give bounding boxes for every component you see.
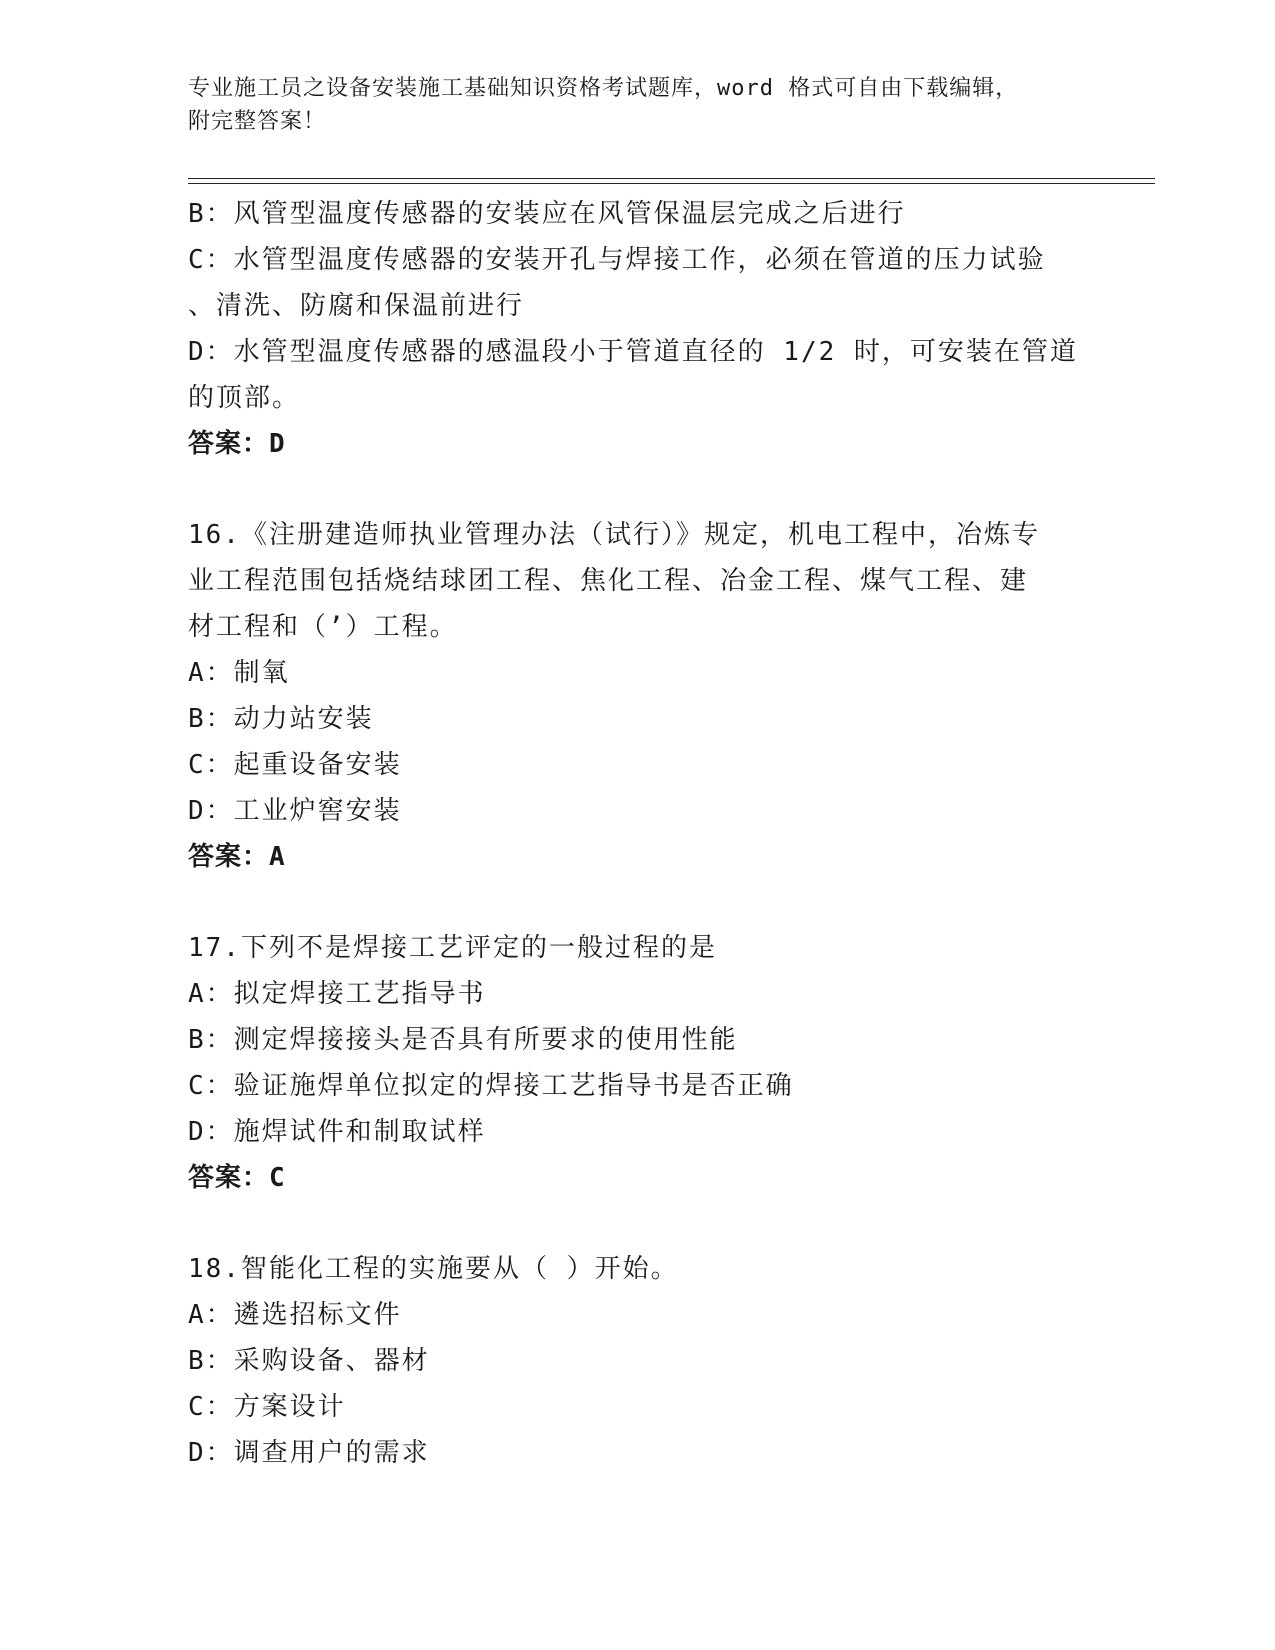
option-a: A：制氧 [188, 658, 290, 688]
option-c: C：起重设备安装 [188, 750, 402, 780]
option-d: D：施焊试件和制取试样 [188, 1117, 486, 1147]
option-a: A：遴选招标文件 [188, 1300, 402, 1330]
spacer [188, 1201, 1088, 1246]
spacer [188, 880, 1088, 925]
option-b: B：动力站安装 [188, 704, 374, 734]
option-b: B：测定焊接接头是否具有所要求的使用性能 [188, 1025, 738, 1055]
header-line-2: 附完整答案！ [188, 109, 327, 134]
question-18 [188, 1246, 1088, 1476]
option-b: B：风管型温度传感器的安装应在风管保温层完成之后进行 [188, 199, 906, 229]
question-stem-line-2: 业工程范围包括烧结球团工程、焦化工程、冶金工程、煤气工程、建 [188, 566, 1029, 596]
answer-line: 答案：A [188, 842, 286, 872]
question-content [188, 191, 1088, 1476]
question-15-tail [188, 191, 1088, 467]
question-stem-line-1: 16.《注册建造师执业管理办法（试行）》规定，机电工程中，冶炼专 [188, 520, 1040, 550]
answer-line: 答案：C [188, 1163, 286, 1193]
option-c-line-2: 、清洗、防腐和保温前进行 [188, 291, 525, 321]
answer-line: 答案：D [188, 429, 286, 459]
option-d: D：工业炉窖安装 [188, 796, 402, 826]
option-c: C：验证施焊单位拟定的焊接工艺指导书是否正确 [188, 1071, 794, 1101]
document-header [188, 72, 1068, 138]
spacer [188, 467, 1088, 512]
question-17 [188, 925, 1088, 1201]
option-c: C：方案设计 [188, 1392, 346, 1422]
header-rule-bottom [188, 183, 1155, 184]
option-d-line-1: D：水管型温度传感器的感温段小于管道直径的 1/2 时，可安装在管道 [188, 337, 1078, 367]
option-c-line-1: C：水管型温度传感器的安装开孔与焊接工作，必须在管道的压力试验 [188, 245, 1046, 275]
option-a: A：拟定焊接工艺指导书 [188, 979, 486, 1009]
option-d-line-2: 的顶部。 [188, 383, 301, 413]
question-stem-line-3: 材工程和（’）工程。 [188, 612, 458, 642]
option-b: B：采购设备、器材 [188, 1346, 430, 1376]
option-d: D：调查用户的需求 [188, 1438, 430, 1468]
question-stem-line-1: 18.智能化工程的实施要从（ ）开始。 [188, 1254, 679, 1284]
question-16 [188, 512, 1088, 880]
question-stem-line-1: 17.下列不是焊接工艺评定的一般过程的是 [188, 933, 717, 963]
header-rule-top [188, 178, 1155, 179]
header-line-1: 专业施工员之设备安装施工基础知识资格考试题库，word 格式可自由下载编辑， [188, 76, 1019, 101]
